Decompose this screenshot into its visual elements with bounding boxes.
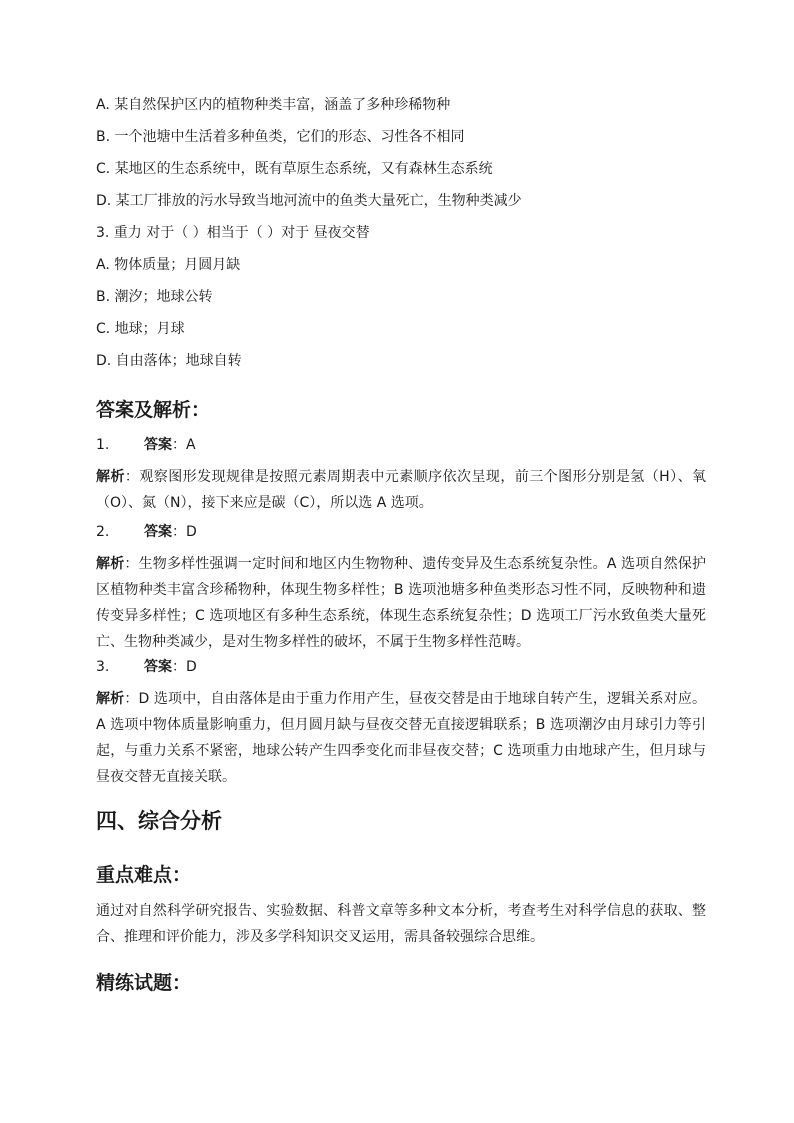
answer-2-number: 2. [96,524,110,540]
explanation-2-text: ：生物多样性强调一定时间和地区内生物物种、遗传变异及生态系统复杂性。A 选项自然保护区植物种类丰富含珍稀物种，体现生物多样性；B 选项池塘多种鱼类形态习性不同，反映物种和遗传变异多样性；C 选项地区有多种生态系统，体现生态系统复杂性；D 选项工厂污水致鱼类大量死亡、生物种类减少，是对生物多样性的破坏，不属于生物多样性范畴。 [96,556,707,650]
answer-2-label: 答案 [144,524,172,540]
answer-3-row [96,657,197,677]
q3-stem: 3. 重力 对于（ ）相当于（ ）对于 昼夜交替 [96,225,370,241]
explanation-1-text: ：观察图形发现规律是按照元素周期表中元素顺序依次呈现，前三个图形分别是氢（H）、氧（O）、氮（N），接下来应是碳（C），所以选 A 选项。 [96,469,707,511]
answer-1-number: 1. [96,437,110,453]
explanation-3-label: 解析 [96,691,125,707]
q3-option-a: A. 物体质量；月圆月缺 [96,257,241,273]
answer-1-row [96,435,196,455]
answer-3-value: ：D [172,659,197,675]
key-points-text: 通过对自然科学研究报告、实验数据、科普文章等多种文本分析，考查考生对科学信息的获取、整合、推理和评价能力，涉及多学科知识交叉运用，需具备较强综合思维。 [96,903,706,945]
answer-2-row [96,522,197,542]
answers-heading: 答案及解析： [96,399,211,421]
q2-option-b: B. 一个池塘中生活着多种鱼类，它们的形态、习性各不相同 [96,129,465,145]
explanation-1-label: 解析 [96,469,125,485]
explanation-3 [96,686,706,790]
explanation-2-label: 解析 [96,556,125,572]
explanation-3-text: ：D 选项中，自由落体是由于重力作用产生，昼夜交替是由于地球自转产生，逻辑关系对应。A 选项中物体质量影响重力，但月圆月缺与昼夜交替无直接逻辑联系；B 选项潮汐由月球引力等引起，与重力关系不紧密，地球公转产生四季变化而非昼夜交替；C 选项重力由地球产生，但月球与昼夜交替无直接关联。 [96,691,706,785]
q2-option-d: D. 某工厂排放的污水导致当地河流中的鱼类大量死亡，生物种类减少 [96,193,522,209]
practice-heading: 精练试题： [96,972,192,994]
answer-1-value: ：A [172,437,196,453]
q2-option-c: C. 某地区的生态系统中，既有草原生态系统，又有森林生态系统 [96,161,493,177]
explanation-2 [96,551,706,655]
q2-option-a: A. 某自然保护区内的植物种类丰富，涵盖了多种珍稀物种 [96,97,451,113]
q3-option-b: B. 潮汐；地球公转 [96,289,213,305]
q3-option-d: D. 自由落体；地球自转 [96,353,242,369]
answer-2-value: ：D [172,524,197,540]
q3-option-c: C. 地球；月球 [96,321,185,337]
answer-1-label: 答案 [144,437,172,453]
key-points-heading: 重点难点： [96,864,192,886]
explanation-1 [96,464,706,516]
answer-3-label: 答案 [144,659,172,675]
answer-3-number: 3. [96,659,110,675]
section-4-heading: 四、综合分析 [96,809,222,833]
